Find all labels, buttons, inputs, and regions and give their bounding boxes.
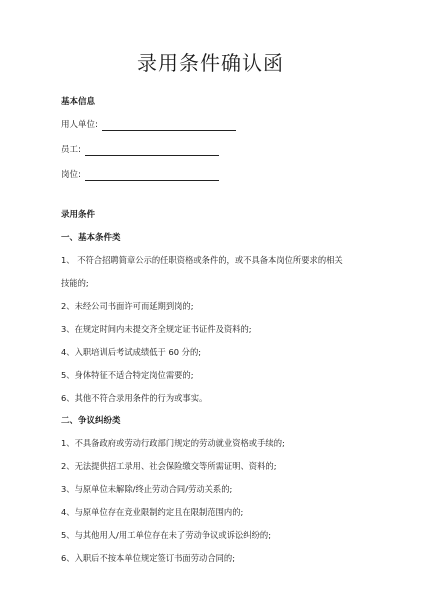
list-item-text: 1、 不符合招聘简章公示的任职资格或条件的，或不具备本岗位所要求的相关 — [61, 255, 343, 265]
position-field — [61, 169, 385, 181]
document-title: 录用条件确认函 — [137, 51, 284, 75]
section-basic-conditions-heading: 一、基本条件类 — [61, 233, 121, 243]
list-item: 1、不具备政府或劳动行政部门规定的劳动就业资格或手续的; — [61, 438, 285, 448]
position-label: 岗位: — [61, 170, 81, 180]
list-item: 5、身体特征不适合特定岗位需要的; — [61, 370, 194, 380]
employee-label: 员工: — [61, 145, 81, 155]
list-item — [61, 254, 385, 289]
employer-label: 用人单位: — [61, 120, 98, 130]
employer-field — [61, 119, 385, 131]
list-item: 3、在规定时间内未提交齐全规定证书证件及资料的; — [61, 324, 252, 334]
list-item-continuation: 技能的; — [61, 278, 89, 288]
employee-blank-line[interactable] — [85, 145, 219, 156]
employee-field — [61, 144, 385, 156]
position-blank-line[interactable] — [85, 170, 219, 181]
list-item: 2、未经公司书面许可而延期到岗的; — [61, 301, 194, 311]
dispute-conditions-list — [61, 437, 385, 564]
list-item: 2、无法提供招工录用、社会保险缴交等所需证明、资料的; — [61, 461, 277, 471]
list-item: 5、与其他用人/用工单位存在未了劳动争议或诉讼纠纷的; — [61, 530, 271, 540]
section-dispute-heading: 二、争议纠纷类 — [61, 416, 121, 426]
employer-blank-line[interactable] — [102, 120, 236, 131]
list-item: 6、其他不符合录用条件的行为或事实。 — [61, 393, 208, 403]
list-item: 6、入职后不按本单位规定签订书面劳动合同的; — [61, 553, 236, 563]
list-item: 3、与原单位未解除/终止劳动合同/劳动关系的; — [61, 484, 233, 494]
basic-conditions-list — [61, 254, 385, 404]
basic-info-heading: 基本信息 — [61, 97, 96, 107]
list-item: 4、与原单位存在竞业限制约定且在限制范围内的; — [61, 507, 244, 517]
list-item: 4、入职培训后考试成绩低于 60 分的; — [61, 347, 202, 357]
conditions-heading: 录用条件 — [61, 210, 96, 220]
